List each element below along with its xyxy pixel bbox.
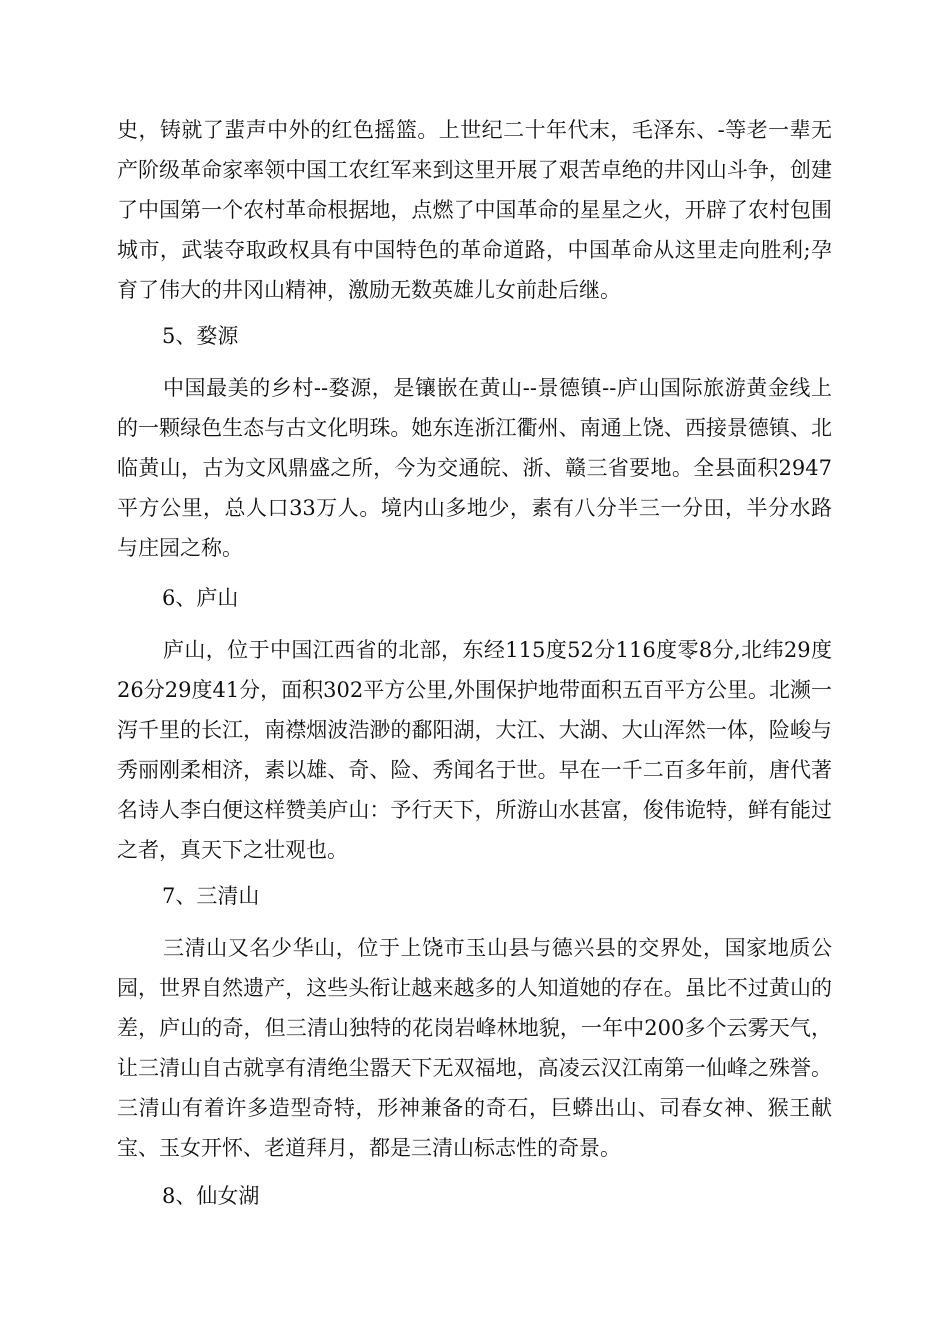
paragraph-lushan: 庐山，位于中国江西省的北部，东经115度52分116度零8分,北纬29度26分29度41分，面积302平方公里,外围保护地带面积五百平方公里。北濒一泻千里的长江，南襟烟波浩渺的鄱阳湖，大江、大湖、大山浑然一体，险峻与秀丽刚柔相济，素以雄、奇、险、秀闻名于世。早在一千二百多年前，唐代著名诗人李白便这样赞美庐山：予行天下，所游山水甚富，俊伟诡特，鲜有能过之者，真天下之壮观也。 [117, 638, 832, 862]
heading-wuyuan: 5、婺源 [162, 324, 239, 348]
heading-lushan: 6、庐山 [162, 586, 239, 610]
paragraph-wuyuan: 中国最美的乡村--婺源，是镶嵌在黄山--景德镇--庐山国际旅游黄金线上的一颗绿色生态与古文化明珠。她东连浙江衢州、南通上饶、西接景德镇、北临黄山，古为文风鼎盛之所，今为交通皖、浙、赣三省要地。全县面积2947平方公里，总人口33万人。境内山多地少，素有八分半三一分田，半分水路与庄园之称。 [117, 376, 832, 560]
paragraph-sanqingshan: 三清山又名少华山，位于上饶市玉山县与德兴县的交界处，国家地质公园，世界自然遗产，这些头衔让越来越多的人知道她的存在。虽比不过黄山的差，庐山的奇，但三清山独特的花岗岩峰林地貌，一年中200多个云雾天气，让三清山自古就享有清绝尘嚣天下无双福地，高凌云汉江南第一仙峰之殊誉。三清山有着许多造型奇特，形神兼备的奇石，巨蟒出山、司春女神、猴王献宝、玉女开怀、老道拜月，都是三清山标志性的奇景。 [117, 936, 832, 1160]
heading-sanqingshan: 7、三清山 [162, 884, 260, 908]
paragraph-jinggangshan-end: 史，铸就了蜚声中外的红色摇篮。上世纪二十年代末，毛泽东、-等老一辈无产阶级革命家率领中国工农红军来到这里开展了艰苦卓绝的井冈山斗争，创建了中国第一个农村革命根据地，点燃了中国革命的星星之火，开辟了农村包围城市，武装夺取政权具有中国特色的革命道路，中国革命从这里走向胜利;孕育了伟大的井冈山精神，激励无数英雄儿女前赴后继。 [117, 118, 832, 302]
heading-xiannvhu: 8、仙女湖 [162, 1184, 260, 1208]
